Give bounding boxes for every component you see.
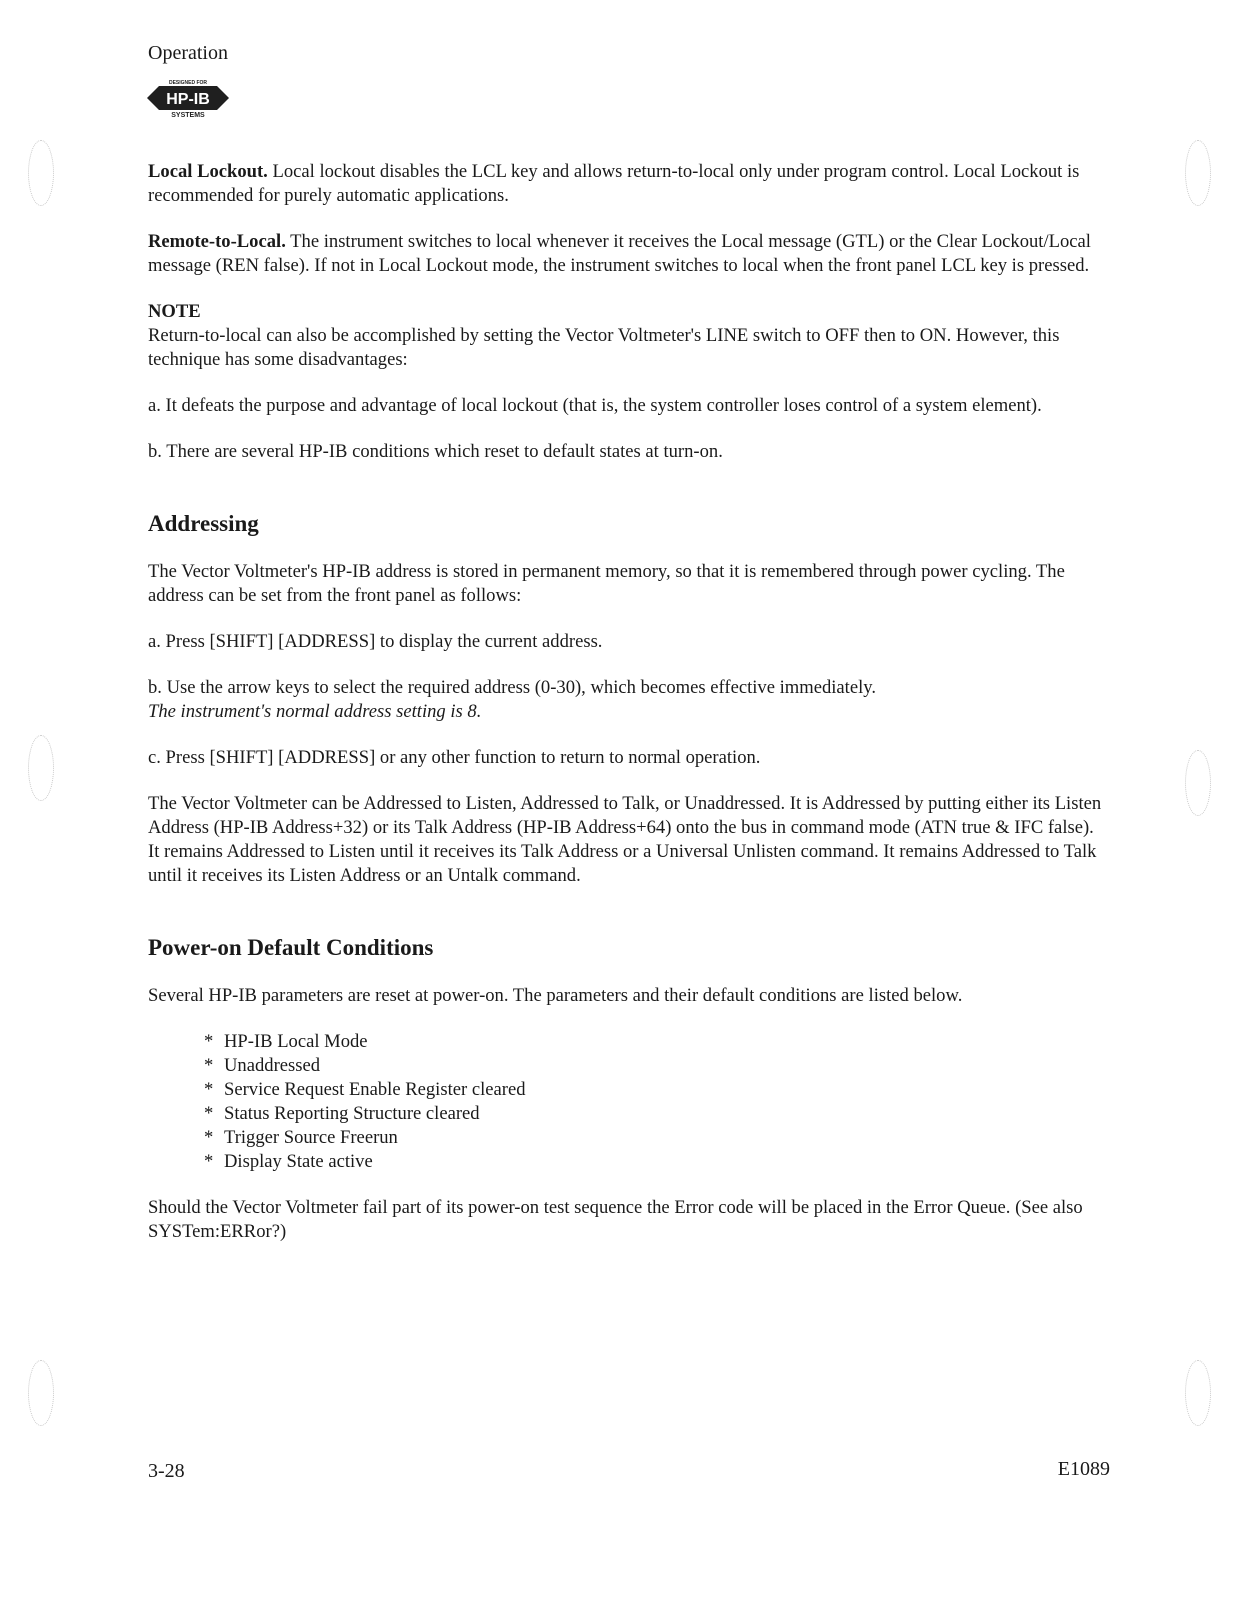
logo-top-text: DESIGNED FOR <box>168 80 208 86</box>
power-on-closing: Should the Vector Voltmeter fail part of its power-on test sequence the Error code will be placed in the Error Queue. (See also SYSTem:ERRor?) <box>148 1197 1083 1242</box>
list-item: * Trigger Source Freerun <box>204 1127 398 1148</box>
binder-hole-mark <box>28 735 54 801</box>
power-on-heading: Power-on Default Conditions <box>148 935 434 960</box>
list-item: * Display State active <box>204 1151 373 1172</box>
bullet-star: * <box>204 1055 214 1076</box>
bullet-star: * <box>204 1127 214 1148</box>
bullet-star: * <box>204 1079 214 1100</box>
note-label: NOTE <box>148 301 201 322</box>
note-item-b: b. There are several HP-IB conditions which reset to default states at turn-on. <box>148 441 723 462</box>
addressing-step-b-note: The instrument's normal address setting is 8. <box>148 701 482 722</box>
binder-hole-mark <box>28 140 54 206</box>
addressing-intro: The Vector Voltmeter's HP-IB address is stored in permanent memory, so that it is remembered through power cycling. The address can be set from the front panel as follows: <box>148 561 1065 606</box>
binder-hole-mark <box>1185 1360 1211 1426</box>
binder-hole-mark <box>1185 140 1211 206</box>
addressing-heading: Addressing <box>148 511 259 536</box>
bullet-star: * <box>204 1103 214 1124</box>
bullet-star: * <box>204 1151 214 1172</box>
note-text: Return-to-local can also be accomplished by setting the Vector Voltmeter's LINE switch to OFF then to ON. However, this technique has some disadvantages: <box>148 325 1060 370</box>
bullet-star: * <box>204 1031 214 1052</box>
list-item: * HP-IB Local Mode <box>204 1031 368 1052</box>
addressing-step-b: b. Use the arrow keys to select the required address (0-30), which becomes effective immediately. <box>148 677 876 698</box>
remote-to-local-title: Remote-to-Local. <box>148 231 286 252</box>
local-lockout-title: Local Lockout. <box>148 161 268 182</box>
remote-to-local-paragraph <box>148 230 1108 278</box>
body-content <box>148 160 1108 1244</box>
list-item: * Status Reporting Structure cleared <box>204 1103 480 1124</box>
local-lockout-text: Local lockout disables the LCL key and allows return-to-local only under program control. Local Lockout is recommended for purely automatic applications. <box>148 161 1080 206</box>
logo-bottom-text: SYSTEMS <box>171 112 205 118</box>
note-item-a: a. It defeats the purpose and advantage of local lockout (that is, the system controller loses control of a system element). <box>148 395 1042 416</box>
document-id: E1089 <box>1057 1458 1110 1480</box>
binder-hole-mark <box>28 1360 54 1426</box>
remote-to-local-text: The instrument switches to local whenever it receives the Local message (GTL) or the Clear Lockout/Local message (REN false). If not in Local Lockout mode, the instrument switches to local when the front panel LCL key is pressed. <box>148 231 1091 276</box>
list-item: * Unaddressed <box>204 1055 321 1076</box>
addressing-step-c: c. Press [SHIFT] [ADDRESS] or any other function to return to normal operation. <box>148 747 761 768</box>
power-on-intro: Several HP-IB parameters are reset at power-on. The parameters and their default conditions are listed below. <box>148 985 963 1006</box>
logo-main-text: HP-IB <box>166 91 210 108</box>
binder-hole-mark <box>1185 750 1211 816</box>
power-on-list <box>148 1030 1108 1174</box>
page-number: 3-28 <box>148 1460 185 1482</box>
addressing-step-a: a. Press [SHIFT] [ADDRESS] to display the current address. <box>148 631 603 652</box>
list-item: * Service Request Enable Register cleared <box>204 1079 526 1100</box>
local-lockout-paragraph <box>148 160 1108 208</box>
hp-ib-logo <box>145 78 231 118</box>
running-head: Operation <box>148 42 228 64</box>
addressing-body: The Vector Voltmeter can be Addressed to Listen, Addressed to Talk, or Unaddressed. It is Addressed by putting either its Listen Address (HP-IB Address+32) or its Talk Address (HP-IB Address+64) onto the bus in command mode (ATN true & IFC false). It remains Addressed to Listen until it receives its Talk Address or a Universal Unlisten command. It remains Addressed to Talk until it receives its Listen Address or an Untalk command. <box>148 793 1102 886</box>
